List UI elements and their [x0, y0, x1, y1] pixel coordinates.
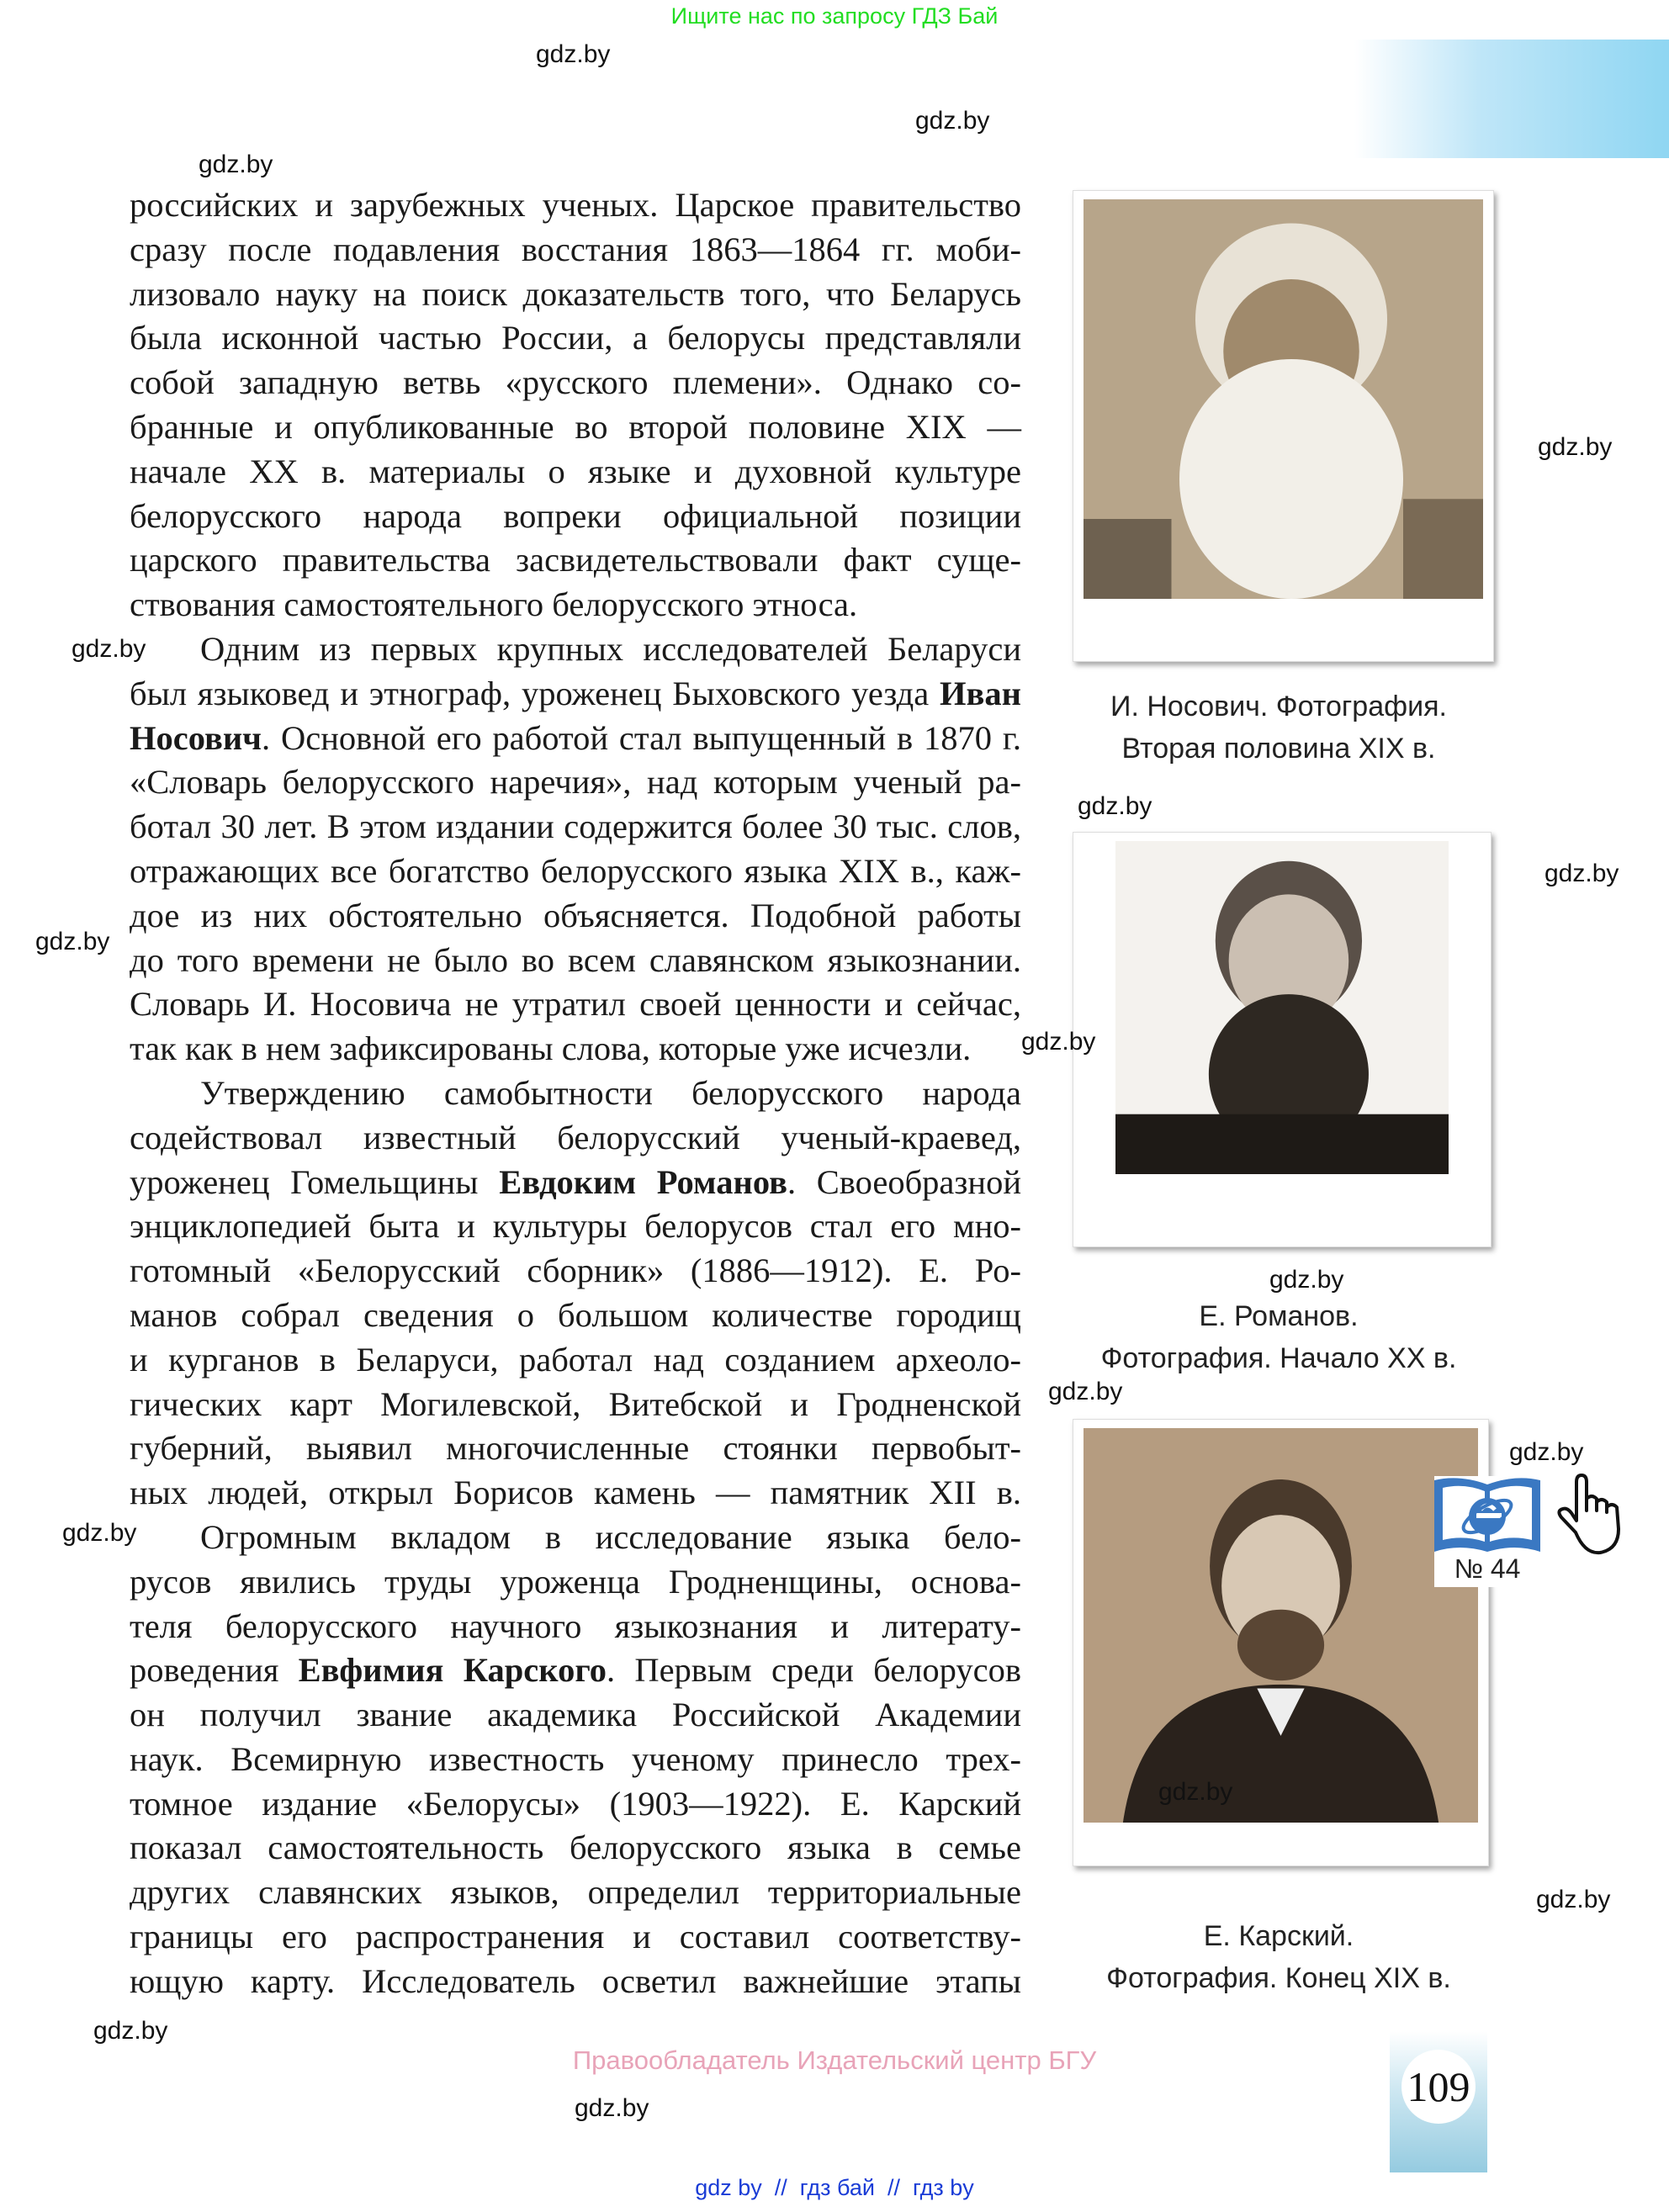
- page-number-tab: [1390, 2031, 1487, 2172]
- text-line: царского правительства засвидетельствовали факт суще-: [130, 541, 1021, 579]
- watermark: gdz.by: [1269, 1266, 1344, 1294]
- text-line: до того времени не было во всем славянском языкознании.: [130, 940, 1021, 979]
- caption-nosovich: [1026, 685, 1531, 770]
- text-line: российских и зарубежных ученых. Царское правительство: [130, 186, 1021, 224]
- caption-line: И. Носович. Фотография.: [1110, 691, 1447, 722]
- portrait-image: [1084, 1428, 1478, 1823]
- text-line: Словарь И. Носовича не утратил своей ценности и сейчас,: [130, 985, 1021, 1024]
- person-name: Носович: [130, 718, 262, 757]
- text-line: [130, 1648, 1021, 1693]
- text-span: был языковед и этнограф, уроженец Быховского уезда: [130, 674, 940, 712]
- text-line: манов собрал сведения о большом количестве городищ: [130, 1295, 1021, 1334]
- watermark: gdz.by: [72, 635, 146, 663]
- text-line: начале XX в. материалы о языке и духовной культуре: [130, 452, 1021, 490]
- watermark: gdz.by: [1544, 860, 1619, 887]
- portrait-image: [1115, 841, 1449, 1174]
- watermark: gdz.by: [1078, 792, 1152, 820]
- watermark: gdz.by: [62, 1519, 137, 1547]
- caption-line: Фотография. Конец XIX в.: [1106, 1962, 1451, 1994]
- portrait-image: [1084, 199, 1483, 599]
- text-line: других славянских языков, определил территориальные: [130, 1873, 1021, 1912]
- text-line: Одним из первых крупных исследователей Беларуси: [200, 629, 1021, 668]
- footer-links[interactable]: gdz by // гдз бай // гдз by: [695, 2175, 974, 2200]
- resource-number: № 44: [1454, 1553, 1521, 1584]
- photo-nosovich: [1073, 190, 1494, 662]
- watermark: gdz.by: [93, 2017, 168, 2045]
- text-line: отражающих все богатство белорусского языка XIX в., каж-: [130, 851, 1021, 890]
- text-span: . Первым среди белорусов: [606, 1651, 1021, 1690]
- hand-pointer-icon[interactable]: [1555, 1474, 1627, 1558]
- text-line: русов явились труды уроженца Гродненщины, основа-: [130, 1562, 1021, 1601]
- ebook-icon: [1434, 1476, 1540, 1552]
- caption-line: Фотография. Начало XX в.: [1100, 1342, 1457, 1374]
- text-line: губерний, выявил многочисленные стоянки первобыт-: [130, 1429, 1021, 1468]
- person-name: Иван: [940, 674, 1021, 712]
- caption-line: Вторая половина XIX в.: [1121, 733, 1436, 765]
- copyright-notice: Правообладатель Издательский центр БГУ: [572, 2045, 1097, 2075]
- text-line: [130, 672, 1021, 717]
- text-line: была исконной частью России, а белорусы представляли: [130, 319, 1021, 357]
- text-span: . Своеобразной: [787, 1162, 1021, 1201]
- electronic-resource-link[interactable]: [1434, 1476, 1540, 1587]
- text-line: наук. Всемирную известность ученому принесло трех-: [130, 1739, 1021, 1778]
- text-line: границы его распространения и составил соответству-: [130, 1918, 1021, 1956]
- text-line: ствования самостоятельного белорусского этноса.: [130, 585, 858, 624]
- text-line: Огромным вкладом в исследование языка бело-: [200, 1517, 1021, 1556]
- text-line: готомный «Белорусский сборник» (1886—1912). Е. Ро-: [130, 1252, 1021, 1290]
- watermark: gdz.by: [536, 40, 611, 68]
- text-line: ющую карту. Исследователь осветил важнейшие этапы: [130, 1961, 1021, 2000]
- photo-karsky: [1073, 1419, 1489, 1866]
- text-line: собой западную ветвь «русского племени». Однако со-: [130, 363, 1021, 402]
- caption-line: Е. Карский.: [1203, 1920, 1354, 1952]
- watermark: gdz.by: [35, 928, 110, 955]
- text-line: показал самостоятельность белорусского языка в семье: [130, 1828, 1021, 1867]
- text-line: «Словарь белорусского наречия», над которым ученый ра-: [130, 763, 1021, 802]
- text-line: бранные и опубликованные во второй половине XIX —: [130, 407, 1021, 446]
- page-number: 109: [1401, 2050, 1476, 2124]
- text-span: уроженец Гомельщины: [130, 1162, 500, 1201]
- text-line: [130, 717, 1021, 761]
- text-line: ных людей, открыл Борисов камень — памятник XII в.: [130, 1474, 1021, 1512]
- text-span: . Основной его работой стал выпущенный в 1870 г.: [262, 718, 1021, 757]
- text-line: [130, 1161, 1021, 1205]
- text-line: белорусского народа вопреки официальной позиции: [130, 496, 1021, 535]
- text-line: энциклопедией быта и культуры белорусов стал его мно-: [130, 1207, 1021, 1246]
- watermark: gdz.by: [915, 107, 990, 135]
- text-line: лизовало науку на поиск доказательств того, что Беларусь: [130, 274, 1021, 313]
- person-name: Евфимия Карского: [298, 1651, 607, 1690]
- text-line: Утверждению самобытности белорусского народа: [200, 1073, 1021, 1112]
- caption-romanov: [1026, 1295, 1531, 1379]
- text-span: роведения: [130, 1651, 299, 1690]
- watermark: gdz.by: [1509, 1438, 1584, 1466]
- text-line: гических карт Могилевской, Витебской и Гродненской: [130, 1384, 1021, 1423]
- text-line: томное издание «Белорусы» (1903—1922). Е. Карский: [130, 1784, 1021, 1823]
- watermark: gdz.by: [575, 2094, 649, 2122]
- watermark: gdz.by: [1538, 433, 1613, 461]
- watermark: gdz.by: [1536, 1886, 1611, 1913]
- person-name: Евдоким Романов: [499, 1162, 787, 1201]
- search-hint: Ищите нас по запросу ГДЗ Бай: [670, 3, 999, 29]
- caption-line: Е. Романов.: [1199, 1300, 1359, 1332]
- watermark: gdz.by: [1158, 1778, 1233, 1806]
- body-text: [130, 183, 1021, 2004]
- text-line: теля белорусского научного языкознания и литерату-: [130, 1606, 1021, 1645]
- watermark: gdz.by: [1048, 1378, 1123, 1405]
- photo-romanov: [1073, 832, 1492, 1247]
- text-line: содействовал известный белорусский ученый-краевед,: [130, 1118, 1021, 1156]
- text-line: он получил звание академика Российской Академии: [130, 1696, 1021, 1734]
- watermark: gdz.by: [1021, 1028, 1096, 1056]
- watermark: gdz.by: [199, 151, 273, 178]
- page-corner-gradient: [1354, 40, 1669, 158]
- text-line: так как в нем зафиксированы слова, которые уже исчезли.: [130, 1029, 972, 1068]
- text-line: и курганов в Беларуси, работал над созданием археоло-: [130, 1340, 1021, 1379]
- text-line: сразу после подавления восстания 1863—1864 гг. моби-: [130, 230, 1021, 268]
- text-line: дое из них обстоятельно объясняется. Подобной работы: [130, 896, 1021, 934]
- text-line: ботал 30 лет. В этом издании содержится более 30 тыс. слов,: [130, 807, 1021, 846]
- caption-karsky: [1026, 1915, 1531, 1999]
